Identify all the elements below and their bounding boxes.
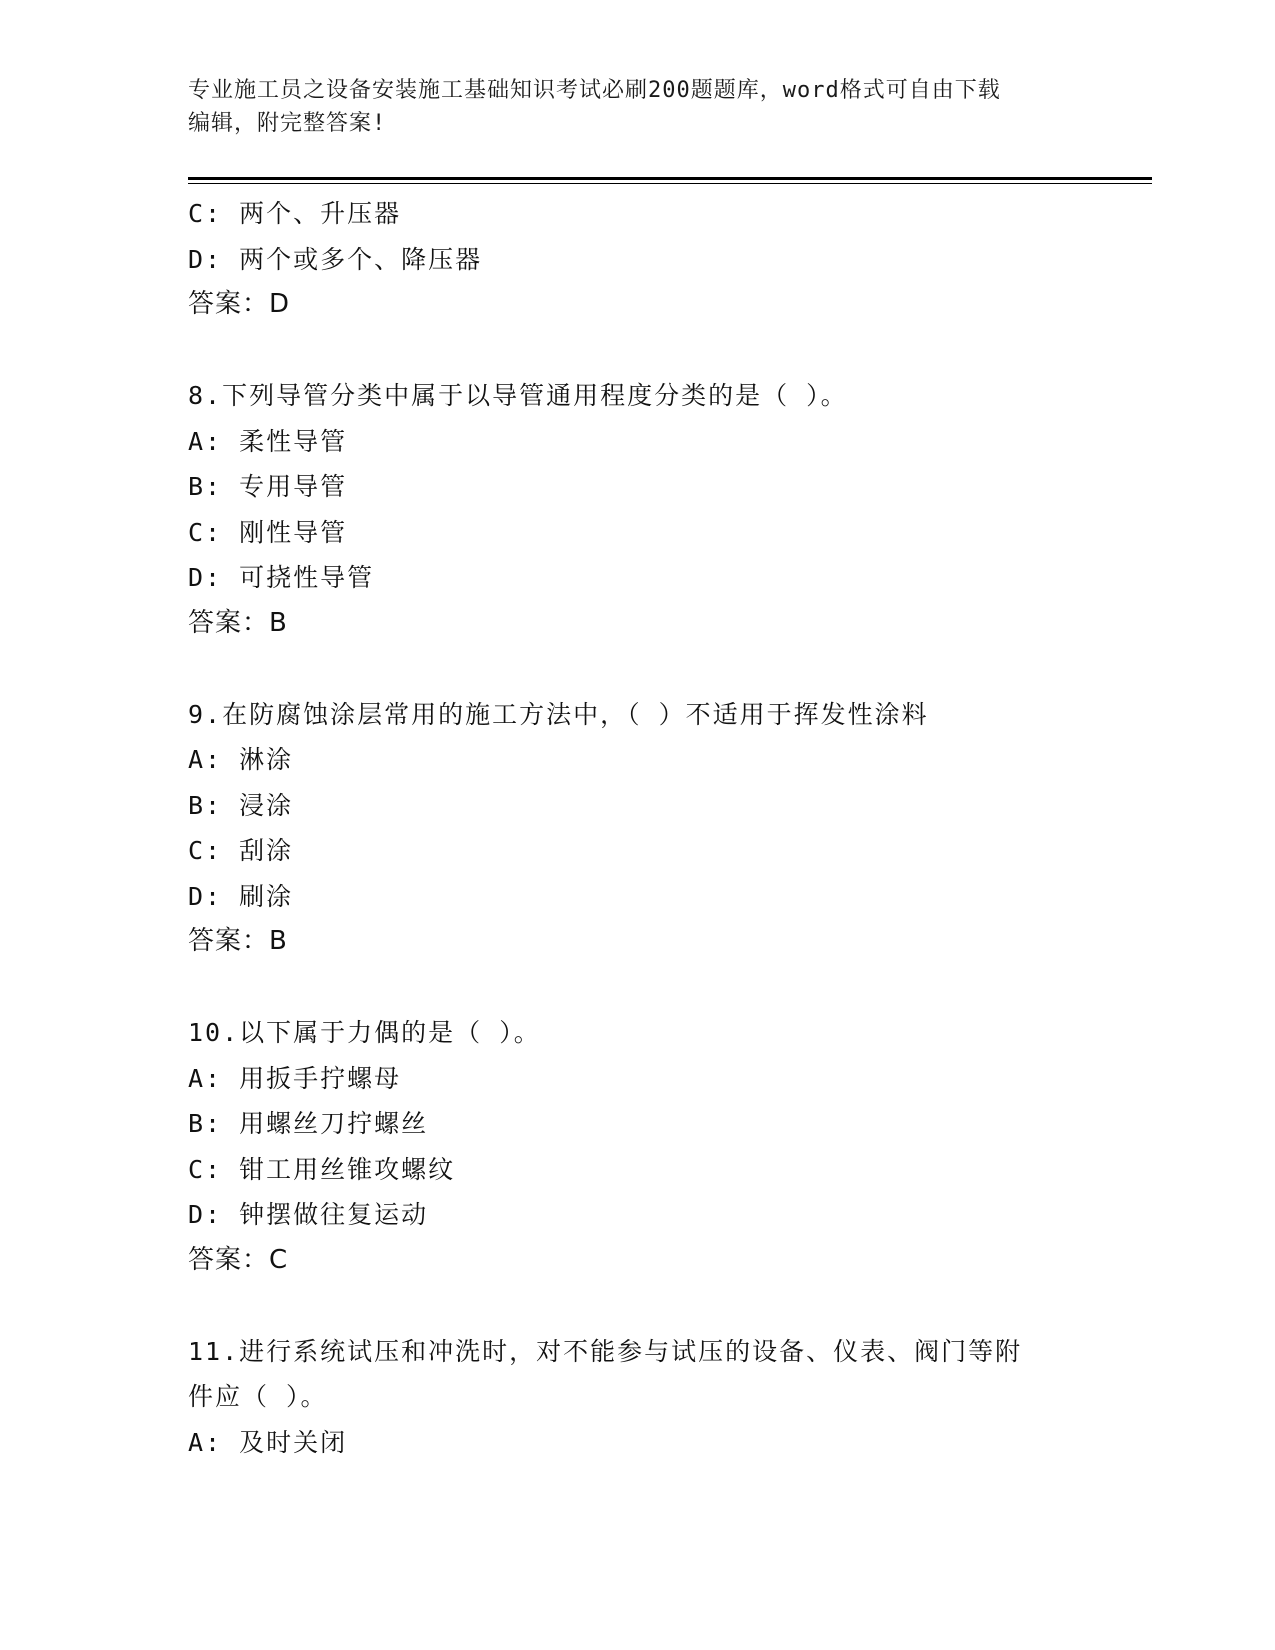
- header-line-1: 专业施工员之设备安装施工基础知识考试必刷200题题库，word格式可自由下载: [188, 78, 1001, 103]
- spacer: [188, 965, 1108, 1011]
- question-list: [188, 191, 1108, 1465]
- header-rule-thick: [188, 177, 1152, 180]
- document-header: [188, 74, 1088, 140]
- option-b: B: 浸涂: [188, 790, 294, 820]
- option-c: C: 钳工用丝锥攻螺纹: [188, 1154, 456, 1184]
- question-11: [188, 1329, 1108, 1466]
- question-10: [188, 1010, 1108, 1283]
- question-9: [188, 692, 1108, 965]
- prev-question-block: [188, 191, 1108, 328]
- option-c: C: 两个、升压器: [188, 199, 402, 228]
- answer-line: 答案：B: [188, 607, 288, 638]
- option-d: D: 可挠性导管: [188, 563, 375, 592]
- header-line-2: 编辑，附完整答案!: [188, 111, 387, 136]
- option-d: D: 钟摆做往复运动: [188, 1200, 429, 1229]
- option-a: A: 及时关闭: [188, 1427, 348, 1457]
- question-stem-line-2: 件应（ ）。: [188, 1382, 328, 1411]
- question-stem: 8.下列导管分类中属于以导管通用程度分类的是（ ）。: [188, 381, 848, 410]
- option-d: D: 刷涂: [188, 881, 294, 911]
- answer-line: 答案：C: [188, 1244, 289, 1275]
- spacer: [188, 328, 1108, 374]
- option-b: B: 用螺丝刀拧螺丝: [188, 1109, 429, 1138]
- option-a: A: 淋涂: [188, 745, 294, 774]
- option-a: A: 用扳手拧螺母: [188, 1063, 402, 1093]
- spacer: [188, 1283, 1108, 1329]
- answer-line: 答案：B: [188, 926, 288, 956]
- question-stem-line-1: 11.进行系统试压和冲洗时，对不能参与试压的设备、仪表、阀门等附: [188, 1336, 1023, 1366]
- option-c: C: 刚性导管: [188, 517, 348, 547]
- answer-line: 答案：D: [188, 289, 291, 319]
- option-d: D: 两个或多个、降压器: [188, 244, 483, 274]
- option-c: C: 刮涂: [188, 836, 294, 865]
- question-stem: 9.在防腐蚀涂层常用的施工方法中，（ ）不适用于挥发性涂料: [188, 699, 929, 729]
- option-a: A: 柔性导管: [188, 426, 348, 456]
- option-b: B: 专用导管: [188, 472, 348, 501]
- header-rule-thin: [188, 183, 1152, 184]
- spacer: [188, 646, 1108, 692]
- question-stem: 10.以下属于力偶的是（ ）。: [188, 1018, 541, 1047]
- question-8: [188, 373, 1108, 646]
